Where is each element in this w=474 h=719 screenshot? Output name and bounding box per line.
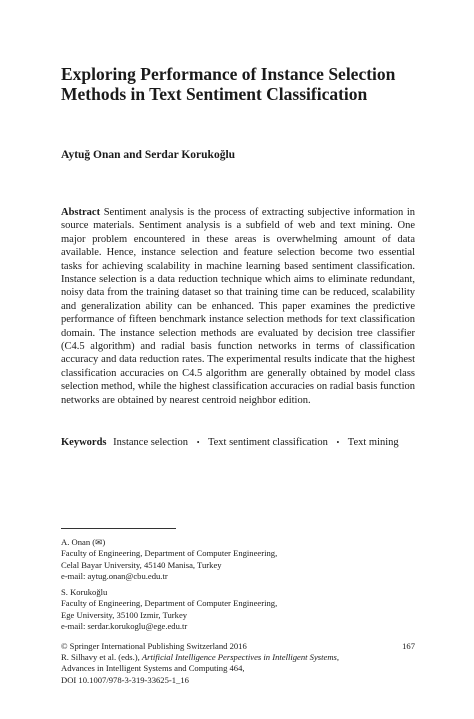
affiliation-author-name: S. Korukoğlu <box>61 587 108 597</box>
page-number: 167 <box>402 641 415 651</box>
affiliation-korukoglu <box>61 587 391 633</box>
series-line: Advances in Intelligent Systems and Computing 464, <box>61 663 245 674</box>
keyword-item: Text sentiment classification <box>207 437 328 448</box>
publication-footer <box>61 641 391 686</box>
paper-title: Exploring Performance of Instance Selection Methods in Text Sentiment Classification <box>61 64 396 104</box>
abstract-text: Sentiment analysis is the process of extracting subjective information in source materials. Sentiment analysis is a subfield of web and text mining. One major problem encountered in these areas is overwhelming amount of data available. Hence, instance selection and feature selection become two essential tasks for achieving scalability in machine learning based sentiment classification. Instance selection is a data reduction technique which aims to eliminate redundant, noisy data from the training dataset so that training time can be reduced, scalability and generalization ability can be enhanced. This paper examines the predictive performance of fifteen benchmark instance selection methods for text classification domain. The instance selection methods are evaluated by decision tree classifier (C4.5 algorithm) and radial basis function networks in terms of classification accuracy and data reduction rates. The experimental results indicate that the highest classification accuracies on C4.5 algorithm are generally obtained by model class selection method, while the highest classification accuracies on radial basis function networks are obtained by nearest centroid neighbor edition. <box>61 207 416 406</box>
affiliation-email: e-mail: serdar.korukoglu@ege.edu.tr <box>61 621 188 632</box>
keyword-item: Instance selection <box>113 437 189 448</box>
keyword-separator: • <box>336 438 340 448</box>
citation-line <box>61 652 391 663</box>
doi-line: DOI 10.1007/978-3-319-33625-1_16 <box>61 674 189 685</box>
abstract-label: Abstract <box>61 207 101 218</box>
affiliation-onan <box>61 537 391 583</box>
copyright-line: © Springer International Publishing Switzerland 2016 <box>61 641 247 651</box>
author-list: Aytuğ Onan and Serdar Korukoğlu <box>61 149 236 161</box>
abstract-block <box>61 206 415 407</box>
citation-book-title: Artificial Intelligence Perspectives in Intelligent Systems, <box>141 652 340 663</box>
keywords-label: Keywords <box>61 437 107 448</box>
keyword-separator: • <box>196 438 200 448</box>
affiliation-line: Faculty of Engineering, Department of Computer Engineering, <box>61 598 278 609</box>
keywords-block <box>61 436 399 449</box>
affiliation-line: Ege University, 35100 Izmir, Turkey <box>61 609 188 620</box>
affiliation-author-name: A. Onan (✉) <box>61 537 106 547</box>
paper-page <box>61 0 415 719</box>
footnote-divider <box>61 528 176 529</box>
affiliation-line: Faculty of Engineering, Department of Computer Engineering, <box>61 548 278 559</box>
keyword-item: Text mining <box>347 437 399 448</box>
citation-prefix: R. Silhavy et al. (eds.), <box>61 652 142 663</box>
affiliation-line: Celal Bayar University, 45140 Manisa, Turkey <box>61 559 222 570</box>
affiliation-email: e-mail: aytug.onan@cbu.edu.tr <box>61 571 168 582</box>
